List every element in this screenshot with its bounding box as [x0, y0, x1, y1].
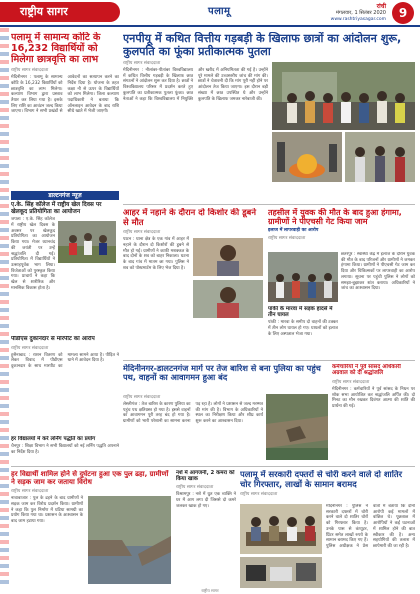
photo-recovered-goods-image	[240, 557, 322, 588]
photo-effigy	[272, 132, 342, 182]
article-body: मेदिनीनगर : कर्मचारियों ने पूर्व सांसद के निधन पर शोक सभा आयोजित कर श्रद्धांजलि अर्पित की। दो मिनट का मौन रखकर दिवंगत आत्मा की शांति की प्रार्थना की गई।	[332, 386, 415, 409]
article-bridge-rain	[123, 364, 328, 392]
article-scholarship	[11, 32, 119, 187]
photo-hospital-crowd-image	[268, 252, 338, 302]
headline: पलामू में सामान्य कोटि के 16,232 विद्यार्थियों को मिलेगा छात्रवृत्ति का लाभ	[11, 32, 101, 66]
divider	[123, 204, 415, 205]
headline: नशे में आगजनी, 2 कमरा को किया खाक	[176, 470, 235, 483]
article-body: लेस्लीगंज : तेज बारिश के कारण पुलिया का पहुंच पथ क्षतिग्रस्त हो गया है। इससे वाहनों का आवागमन पूरी तरह बंद हो गया है। ग्रामीणों को भारी परेशानी का सामना करना पड़ रहा है। लोगों ने प्रशासन से जल्द मरम्मत की मांग की है। विभाग के अधिकारियों ने स्थल का निरीक्षण किया और शीघ्र कार्य शुरू करने का आश्वासन दिया।	[123, 402, 263, 425]
page-footer: राष्ट्रीय सागर	[201, 588, 219, 593]
article-learning	[11, 436, 119, 466]
section-strip: डाल्टनगंज न्यूज़	[11, 191, 119, 200]
photo-students-image	[345, 132, 415, 182]
photo-sports-image	[58, 221, 116, 263]
headline: हर विद्यालयों में करें लर्निंग पद्धति का प्रयोग	[11, 436, 96, 442]
headline: तहसील में युवक की मौत के बाद हुआ हंगामा, ग्रामीणों ने पीएचसी गेट किया जाम	[268, 208, 402, 227]
headline: आहर में नहाने के दौरान दो किशोर की डूबने से मौत	[123, 208, 256, 227]
headline: पलामू में सरकारी दफ्तरों से चोरी करने वाले दो शातिर चोर गिरफ्तार, लाखों के सामान बरामद	[240, 470, 403, 489]
photo-victim-2-image	[193, 280, 263, 318]
photo-damaged-road-image	[266, 394, 328, 460]
byline: राष्ट्रीय सागर संवाददाता	[240, 492, 278, 498]
dateline-city: रांची	[376, 3, 386, 10]
article-theft-body	[326, 504, 415, 588]
byline: राष्ट्रीय सागर संवाददाता	[176, 485, 214, 491]
article-body: चैनपुर : शिक्षा विभाग ने सभी विद्यालयों को नई लर्निंग पद्धति अपनाने का निर्देश दिया है।	[11, 444, 119, 455]
article-body: हुसैनाबाद : राशन वितरण को लेकर विवाद में पीडीएस दुकानदार के साथ मारपीट का मामला सामने आया है। पीड़ित ने थाने में आवेदन दिया है।	[11, 352, 119, 370]
article-bridge-rain-body	[123, 394, 263, 460]
article-youth-death-body	[341, 252, 415, 358]
photo-hospital-crowd	[268, 252, 338, 302]
photo-protest-image	[272, 62, 415, 130]
colour-strip	[0, 28, 9, 588]
kicker: इलाज में लापरवाही का आरोप	[268, 228, 319, 234]
headline: पीडीएस दुकानदार से मारपीट का आरोप	[11, 336, 95, 342]
dateline-date: मंगलवार, 1 सितंबर 2020	[335, 10, 386, 16]
headline: ए.के. सिंह कॉलेज में राष्ट्रीय खेल दिवस पर खेलकूद प्रतियोगिता का आयोजन	[11, 202, 102, 215]
byline: राष्ट्रीय सागर संवाददाता	[123, 395, 161, 400]
article-body: विश्रामपुर : नशे में धुत एक व्यक्ति ने घर में आग लगा दी जिससे दो कमरे जलकर खाक हो गए।	[176, 492, 236, 509]
article-sports-day	[11, 191, 119, 333]
article-body: पांकी : मारवा के समीप दो वाहनों की टक्कर में तीन लोग घायल हो गए। घायलों को इलाज के लिए अस्पताल भेजा गया।	[268, 320, 338, 337]
headline: कर्मचारियों ने पूर्व सांसद अधिकारी अग्रवाल को दी श्रद्धांजलि	[332, 364, 401, 377]
article-body: नावाबाजार : पुल के ढहने के बाद ग्रामीणों ने सड़क जाम कर विरोध प्रदर्शन किया। ग्रामीणों ने कहा कि पुल निर्माण में घटिया सामग्री का प्रयोग किया गया था। प्रशासन के आश्वासन के बाद जाम हटाया गया।	[11, 496, 83, 524]
photo-victim-2	[193, 280, 263, 318]
photo-sports	[58, 221, 116, 263]
dateline	[336, 3, 386, 17]
headline: पांकी के मारवा में सड़क हादसे में तीन घायल	[268, 306, 333, 319]
byline: राष्ट्रीय सागर संवाददाता	[11, 345, 49, 351]
article-fire	[176, 470, 236, 588]
masthead	[0, 0, 420, 27]
photo-victim-1-image	[193, 238, 263, 276]
divider	[11, 466, 415, 467]
byline: राष्ट्रीय सागर संवाददाता	[332, 379, 370, 385]
article-body: पाटन : थाना क्षेत्र के एक गांव में आहर में नहाने के दौरान दो किशोरों की डूबने से मौत हो गई। ग्रामीणों ने काफी मशक्कत के बाद दोनों के शव को बाहर निकाला। घटना के बाद गांव में मातम छा गया। पुलिस ने शव को पोस्टमार्टम के लिए भेज दिया है।	[123, 237, 189, 271]
byline: राष्ट्रीय सागर संवाददाता	[11, 489, 49, 495]
article-body: मेदिनीनगर : नीलांबर-पीतांबर विश्वविद्यालय में कथित वित्तीय गड़बड़ी के खिलाफ छात्र संगठनों ने आंदोलन शुरू कर दिया है। छात्रों ने विश्वविद्यालय परिसर में प्रदर्शन करते हुए कुलपति का प्रतीकात्मक पुतला फूंका। छात्र नेताओं ने कहा कि विश्वविद्यालय में नियुक्ति और खरीद में अनियमितता की गई है। उन्होंने पूरे मामले की उच्चस्तरीय जांच की मांग की। छात्रों ने चेतावनी दी कि मांग पूरी नहीं होने पर आंदोलन तेज किया जाएगा। इस दौरान बड़ी संख्या में छात्र उपस्थित थे और उन्होंने कुलपति के खिलाफ जमकर नारेबाजी की।	[123, 68, 268, 102]
photo-protest	[272, 62, 415, 130]
byline: राष्ट्रीय सागर संवाददाता	[123, 61, 161, 66]
section-title: पलामू	[208, 6, 231, 17]
photo-effigy-image	[272, 132, 342, 182]
page-number: 9	[392, 2, 414, 24]
headline: हर विद्यार्थी शामिल होने से दुर्घटना हुआ एक पुल ढहा, ग्रामीणों ने सड़क जाम कर जताया विरोध	[11, 470, 169, 487]
photo-students	[345, 132, 415, 182]
byline: राष्ट्रीय सागर संवाददाता	[123, 230, 161, 236]
divider	[123, 360, 415, 361]
brand-logo: राष्ट्रीय सागर	[0, 2, 120, 22]
headline: मेदिनीनगर-डालटनगंज मार्ग पर तेज बारिश से बना पुलिया का पहुंच पथ, वाहनों का आवागमन हुआ बंद	[123, 364, 321, 383]
article-body: छतरपुर : स्वास्थ्य केंद्र में इलाज के दौरान युवक की मौत के बाद परिजनों और ग्रामीणों ने जमकर हंगामा किया। ग्रामीणों ने पीएचसी गेट जाम कर दिया और चिकित्सकों पर लापरवाही का आरोप लगाया। सूचना पर पहुंची पुलिस ने लोगों को समझा-बुझाकर शांत कराया। अधिकारियों ने जांच का आश्वासन दिया।	[341, 252, 415, 292]
photo-bridge-collapse	[88, 496, 171, 584]
website-label: www.rashtriyasagar.com	[330, 17, 386, 22]
article-body: जपला : ए.के. सिंह कॉलेज में राष्ट्रीय खेल दिवस के अवसर पर खेलकूद प्रतियोगिता का आयोजन किया गया। मेजर ध्यानचंद की जयंती पर उन्हें श्रद्धांजलि दी गई। प्रतियोगिता में विद्यार्थियों ने उत्साहपूर्वक भाग लिया। विजेताओं को पुरस्कृत किया गया। प्राचार्य ने कहा कि खेल से शारीरिक और मानसिक विकास होता है।	[11, 217, 55, 291]
photo-arrest-image	[240, 504, 322, 554]
article-pds	[11, 336, 119, 432]
photo-victim-1	[193, 238, 263, 276]
photo-bridge-collapse-image	[88, 496, 171, 584]
article-body: मेदिनीनगर : पलामू के सामान्य कोटि के 16,232 विद्यार्थियों को छात्रवृत्ति का लाभ मिलेगा। कल्याण विभाग द्वारा प्रस्ताव तैयार कर लिया गया है। इसके लिए राशि का आवंटन जल्द किया जाएगा। विभाग ने सभी प्रखंडों से आवेदनों का सत्यापन करने का निर्देश दिया है। योजना के तहत कक्षा नौ से ऊपर के विद्यार्थियों को लाभ मिलेगा। जिला कल्याण पदाधिकारी ने बताया कि ऑनलाइन आवेदन के बाद राशि सीधे खाते में भेजी जाएगी।	[11, 75, 119, 115]
article-body: मेदिनीनगर : पुलिस ने सरकारी दफ्तरों में चोरी करने वाले दो शातिर चोरों को गिरफ्तार किया है। उनके पास से कंप्यूटर, प्रिंटर समेत लाखों रुपये के सामान बरामद किए गए हैं। पुलिस अधीक्षक ने प्रेस वार्ता में बताया कि दोनों आरोपी कई मामलों में वांछित थे। पूछताछ में आरोपियों ने कई घटनाओं में शामिल होने की बात स्वीकार की है। अन्य सहयोगियों की तलाश में छापेमारी की जा रही है।	[326, 504, 415, 549]
headline: एनपीयू में कथित वित्तीय गड़बड़ी के खिलाफ छात्रों का आंदोलन शुरू, कुलपति का फूंका प्रतीकात्मक पुतला	[123, 32, 402, 58]
article-accident	[268, 306, 338, 358]
photo-recovered-goods	[240, 557, 322, 588]
photo-arrest	[240, 504, 322, 554]
article-tribute	[332, 364, 415, 460]
byline: राष्ट्रीय सागर संवाददाता	[11, 68, 49, 74]
byline: राष्ट्रीय सागर संवाददाता	[268, 236, 306, 242]
photo-damaged-road	[266, 394, 328, 460]
